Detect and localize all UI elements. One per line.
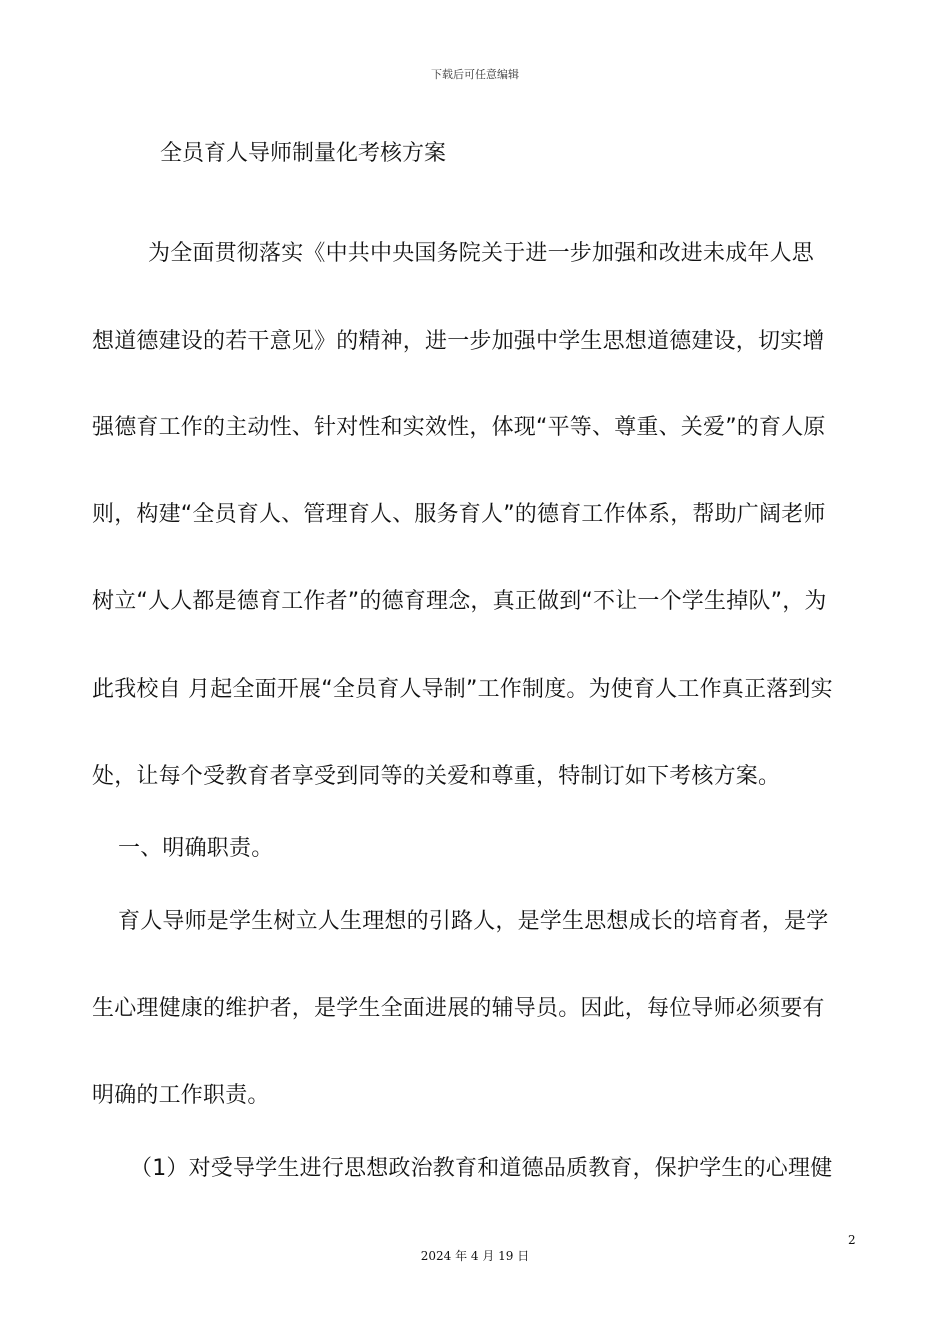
section-line-1: 育人导师是学生树立人生理想的引路人，是学生思想成长的培育者，是学 bbox=[118, 909, 829, 934]
intro-line-7: 处，让每个受教育者享受到同等的关爱和尊重，特制订如下考核方案。 bbox=[92, 764, 781, 789]
intro-line-1: 为全面贯彻落实《中共中央国务院关于进一步加强和改进未成年人思 bbox=[148, 241, 815, 266]
document-title: 全员育人导师制量化考核方案 bbox=[160, 141, 447, 166]
intro-line-5: 树立“人人都是德育工作者”的德育理念，真正做到“不让一个学生掉队”，为 bbox=[92, 589, 827, 614]
page-number: 2 bbox=[848, 1233, 856, 1247]
intro-line-2: 想道德建设的若干意见》的精神，进一步加强中学生思想道德建设，切实增 bbox=[92, 329, 825, 354]
intro-line-3: 强德育工作的主动性、针对性和实效性，体现“平等、尊重、关爱”的育人原 bbox=[92, 415, 826, 440]
section-heading: 一、明确职责。 bbox=[118, 836, 274, 861]
section-line-2: 生心理健康的维护者，是学生全面进展的辅导员。因此，每位导师必须要有 bbox=[92, 996, 825, 1021]
intro-line-6: 此我校自 月起全面开展“全员育人导制”工作制度。为使育人工作真正落到实 bbox=[92, 677, 833, 702]
header-note: 下载后可任意编辑 bbox=[431, 68, 519, 81]
list-item-1: （1）对受导学生进行思想政治教育和道德品质教育，保护学生的心理健 bbox=[130, 1156, 833, 1181]
footer-date: 2024 年 4 月 19 日 bbox=[420, 1249, 530, 1263]
intro-line-4: 则，构建“全员育人、管理育人、服务育人”的德育工作体系，帮助广阔老师 bbox=[92, 502, 826, 527]
section-line-3: 明确的工作职责。 bbox=[92, 1083, 270, 1108]
